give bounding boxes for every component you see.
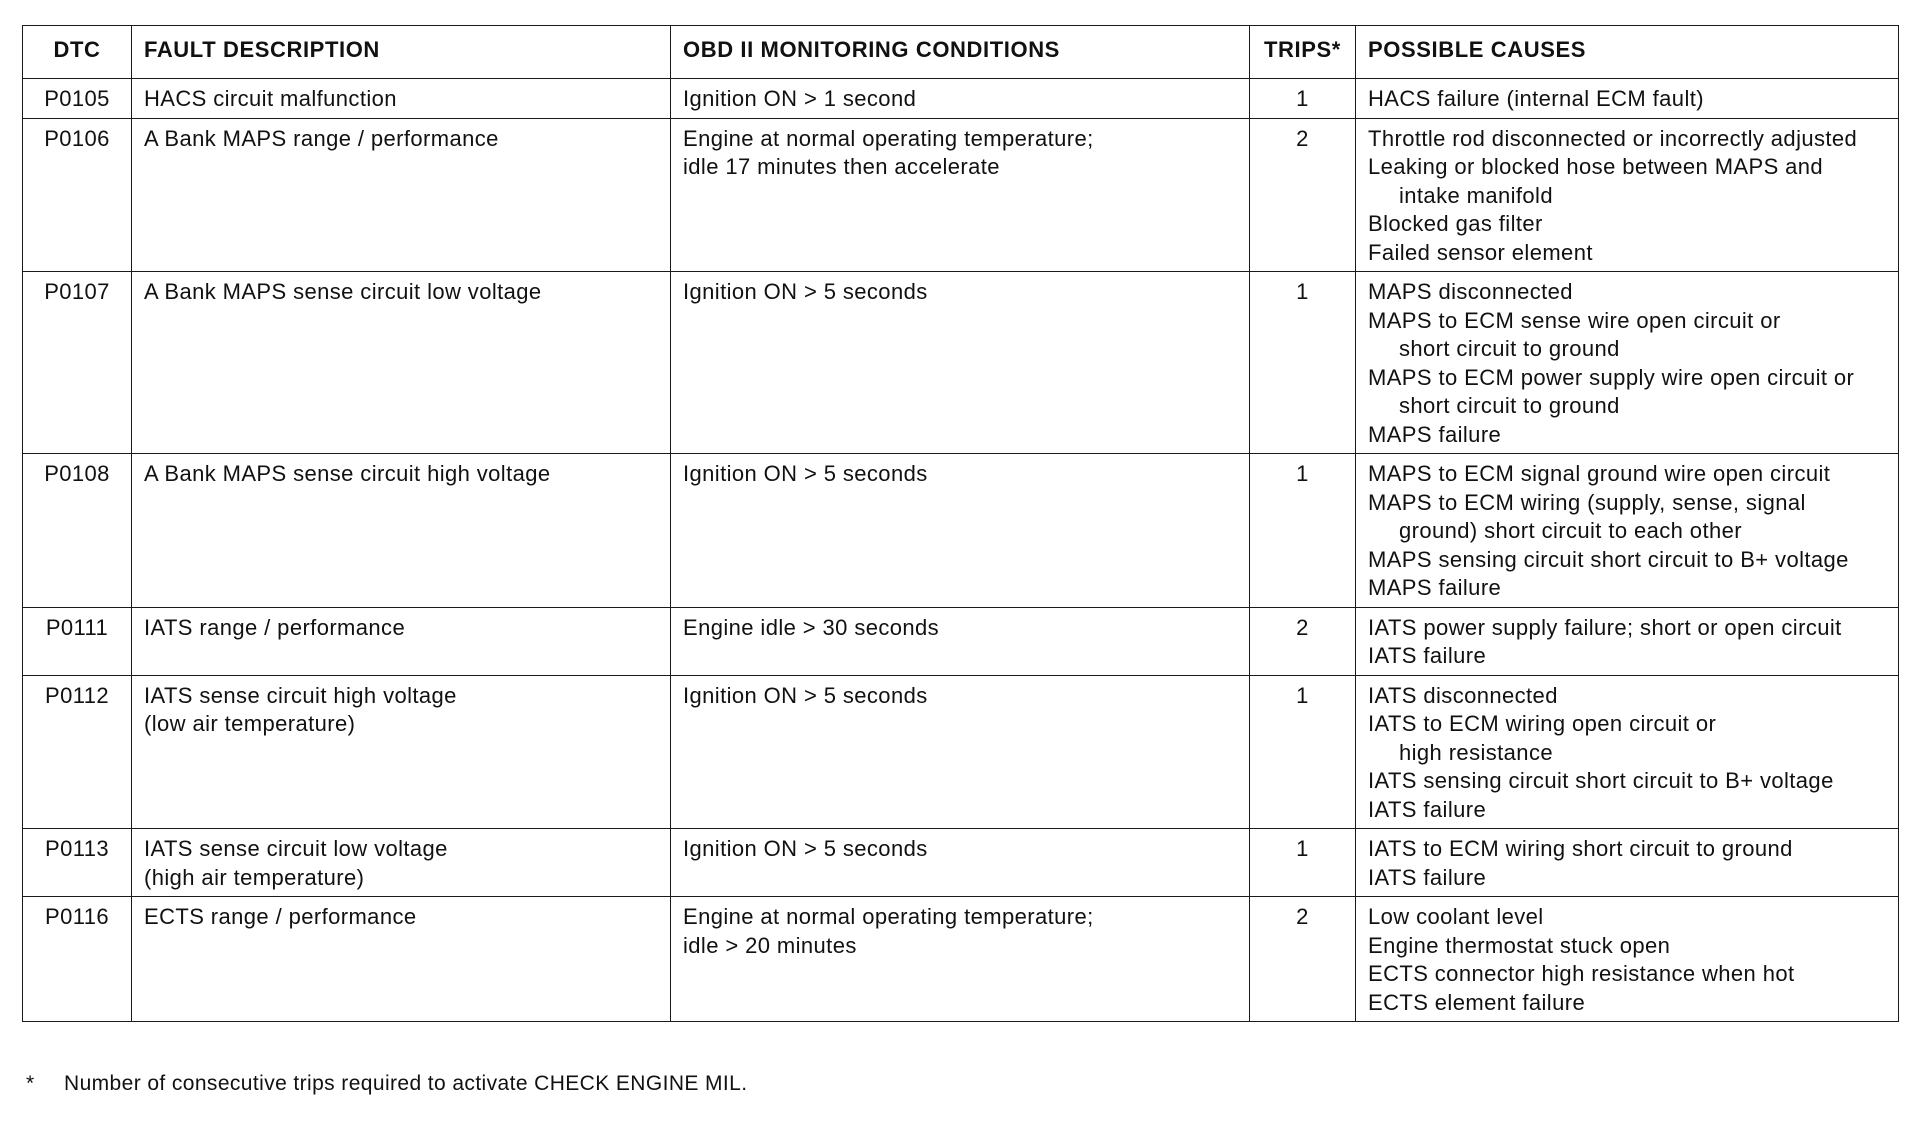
- possible-cause-text: MAPS to ECM sense wire open circuit or: [1368, 307, 1781, 333]
- monitoring-condition-line: Ignition ON > 5 seconds: [683, 279, 928, 304]
- fault-description-line: (high air temperature): [144, 864, 365, 890]
- monitoring-conditions: [671, 454, 1250, 608]
- possible-cause-item: [1368, 767, 1888, 796]
- trips-count: 1: [1250, 454, 1356, 608]
- possible-cause-continuation: intake manifold: [1399, 182, 1553, 208]
- possible-cause-text: HACS failure (internal ECM fault): [1368, 86, 1704, 111]
- fault-description-line: (low air temperature): [144, 711, 356, 736]
- possible-causes: [1356, 897, 1899, 1022]
- monitoring-condition-line: Ignition ON > 1 second: [683, 86, 917, 111]
- possible-cause-text: MAPS disconnected: [1368, 279, 1573, 304]
- monitoring-conditions: [671, 79, 1250, 119]
- monitoring-conditions: [671, 272, 1250, 454]
- dtc-code: P0108: [23, 454, 132, 608]
- dtc-code: P0111: [23, 607, 132, 675]
- fault-description: [132, 675, 671, 829]
- possible-causes: [1356, 454, 1899, 608]
- footnote: [26, 1072, 747, 1096]
- possible-cause-item: [1368, 903, 1888, 932]
- header-fault-description: FAULT DESCRIPTION: [132, 26, 671, 79]
- header-monitoring-conditions: OBD II MONITORING CONDITIONS: [671, 26, 1250, 79]
- fault-description-line: IATS sense circuit high voltage: [144, 682, 457, 708]
- fault-description: [132, 607, 671, 675]
- possible-cause-text: Throttle rod disconnected or incorrectly adjusted: [1368, 125, 1858, 151]
- possible-cause-text: Low coolant level: [1368, 904, 1544, 929]
- possible-cause-item: [1368, 210, 1888, 239]
- table-header: [23, 26, 1899, 79]
- monitoring-condition-line: idle > 20 minutes: [683, 932, 857, 958]
- possible-cause-item: [1368, 710, 1888, 767]
- possible-cause-text: MAPS to ECM signal ground wire open circuit: [1368, 461, 1831, 486]
- possible-cause-item: [1368, 682, 1888, 711]
- possible-cause-item: [1368, 835, 1888, 864]
- possible-cause-text: IATS disconnected: [1368, 682, 1558, 708]
- trips-count: 2: [1250, 607, 1356, 675]
- table-row: [23, 454, 1899, 608]
- possible-causes: [1356, 675, 1899, 829]
- header-possible-causes: POSSIBLE CAUSES: [1356, 26, 1899, 79]
- fault-description-line: A Bank MAPS sense circuit low voltage: [144, 279, 542, 304]
- fault-description: [132, 829, 671, 897]
- fault-description: [132, 454, 671, 608]
- monitoring-condition-line: Ignition ON > 5 seconds: [683, 461, 928, 486]
- possible-cause-item: [1368, 364, 1888, 421]
- possible-causes: [1356, 79, 1899, 119]
- fault-description-line: IATS range / performance: [144, 614, 406, 640]
- trips-count: 2: [1250, 118, 1356, 272]
- fault-description: [132, 897, 671, 1022]
- table-row: [23, 675, 1899, 829]
- fault-description-line: A Bank MAPS sense circuit high voltage: [144, 461, 551, 486]
- footnote-mark: *: [26, 1072, 35, 1095]
- possible-cause-text: Blocked gas filter: [1368, 211, 1543, 236]
- possible-cause-item: [1368, 125, 1888, 154]
- possible-causes: [1356, 607, 1899, 675]
- possible-cause-item: [1368, 796, 1888, 825]
- table-row: [23, 272, 1899, 454]
- possible-cause-continuation: short circuit to ground: [1399, 393, 1620, 418]
- possible-cause-text: ECTS connector high resistance when hot: [1368, 961, 1795, 986]
- possible-cause-item: [1368, 153, 1888, 210]
- table-body: [23, 79, 1899, 1022]
- possible-cause-text: Leaking or blocked hose between MAPS and: [1368, 154, 1824, 179]
- fault-description-line: A Bank MAPS range / performance: [144, 125, 499, 151]
- monitoring-conditions: [671, 607, 1250, 675]
- dtc-code: P0105: [23, 79, 132, 119]
- monitoring-condition-line: Ignition ON > 5 seconds: [683, 836, 928, 861]
- dtc-code: P0107: [23, 272, 132, 454]
- monitoring-conditions: [671, 118, 1250, 272]
- possible-cause-item: [1368, 421, 1888, 450]
- possible-cause-item: [1368, 642, 1888, 671]
- possible-cause-text: MAPS to ECM wiring (supply, sense, signal: [1368, 489, 1806, 515]
- possible-cause-item: [1368, 307, 1888, 364]
- possible-causes: [1356, 829, 1899, 897]
- table-row: [23, 118, 1899, 272]
- possible-cause-text: Engine thermostat stuck open: [1368, 932, 1671, 958]
- table-row: [23, 897, 1899, 1022]
- possible-cause-item: [1368, 574, 1888, 603]
- table-row: [23, 607, 1899, 675]
- possible-cause-text: IATS sensing circuit short circuit to B+ voltage: [1368, 768, 1834, 793]
- monitoring-conditions: [671, 829, 1250, 897]
- possible-cause-item: [1368, 85, 1888, 114]
- possible-cause-text: MAPS failure: [1368, 421, 1502, 447]
- table-row: [23, 79, 1899, 119]
- monitoring-condition-line: idle 17 minutes then accelerate: [683, 154, 1000, 179]
- dtc-code: P0112: [23, 675, 132, 829]
- trips-count: 1: [1250, 79, 1356, 119]
- fault-description-line: IATS sense circuit low voltage: [144, 836, 448, 861]
- monitoring-condition-line: Engine at normal operating temperature;: [683, 904, 1094, 929]
- possible-cause-text: IATS failure: [1368, 796, 1487, 822]
- possible-cause-text: Failed sensor element: [1368, 239, 1593, 265]
- dtc-code: P0106: [23, 118, 132, 272]
- possible-cause-item: [1368, 932, 1888, 961]
- trips-count: 1: [1250, 829, 1356, 897]
- possible-cause-text: MAPS failure: [1368, 575, 1502, 600]
- possible-cause-item: [1368, 960, 1888, 989]
- monitoring-conditions: [671, 675, 1250, 829]
- trips-count: 1: [1250, 675, 1356, 829]
- dtc-table: [22, 25, 1899, 1022]
- possible-causes: [1356, 118, 1899, 272]
- possible-cause-continuation: high resistance: [1399, 739, 1553, 765]
- fault-description: [132, 118, 671, 272]
- possible-cause-item: [1368, 989, 1888, 1018]
- possible-cause-item: [1368, 460, 1888, 489]
- possible-cause-continuation: ground) short circuit to each other: [1399, 518, 1742, 543]
- fault-description-line: ECTS range / performance: [144, 904, 417, 929]
- possible-causes: [1356, 272, 1899, 454]
- monitoring-condition-line: Engine at normal operating temperature;: [683, 125, 1094, 151]
- header-trips: TRIPS*: [1250, 26, 1356, 79]
- possible-cause-text: ECTS element failure: [1368, 989, 1586, 1015]
- possible-cause-text: IATS failure: [1368, 864, 1487, 890]
- dtc-code: P0113: [23, 829, 132, 897]
- possible-cause-item: [1368, 239, 1888, 268]
- possible-cause-text: IATS failure: [1368, 643, 1487, 668]
- trips-count: 1: [1250, 272, 1356, 454]
- dtc-code: P0116: [23, 897, 132, 1022]
- possible-cause-text: IATS power supply failure; short or open circuit: [1368, 614, 1842, 640]
- possible-cause-continuation: short circuit to ground: [1399, 336, 1620, 361]
- possible-cause-item: [1368, 546, 1888, 575]
- possible-cause-item: [1368, 614, 1888, 643]
- monitoring-condition-line: Engine idle > 30 seconds: [683, 614, 940, 640]
- possible-cause-item: [1368, 489, 1888, 546]
- possible-cause-text: IATS to ECM wiring open circuit or: [1368, 711, 1717, 736]
- possible-cause-text: MAPS to ECM power supply wire open circuit or: [1368, 364, 1855, 390]
- fault-description-line: HACS circuit malfunction: [144, 86, 397, 111]
- table-row: [23, 829, 1899, 897]
- fault-description: [132, 272, 671, 454]
- possible-cause-text: IATS to ECM wiring short circuit to ground: [1368, 836, 1793, 861]
- monitoring-conditions: [671, 897, 1250, 1022]
- header-row: [23, 26, 1899, 79]
- possible-cause-item: [1368, 864, 1888, 893]
- fault-description: [132, 79, 671, 119]
- trips-count: 2: [1250, 897, 1356, 1022]
- possible-cause-item: [1368, 278, 1888, 307]
- possible-cause-text: MAPS sensing circuit short circuit to B+ voltage: [1368, 546, 1849, 572]
- header-dtc: DTC: [23, 26, 132, 79]
- footnote-text: Number of consecutive trips required to activate CHECK ENGINE MIL.: [64, 1072, 748, 1095]
- monitoring-condition-line: Ignition ON > 5 seconds: [683, 682, 928, 708]
